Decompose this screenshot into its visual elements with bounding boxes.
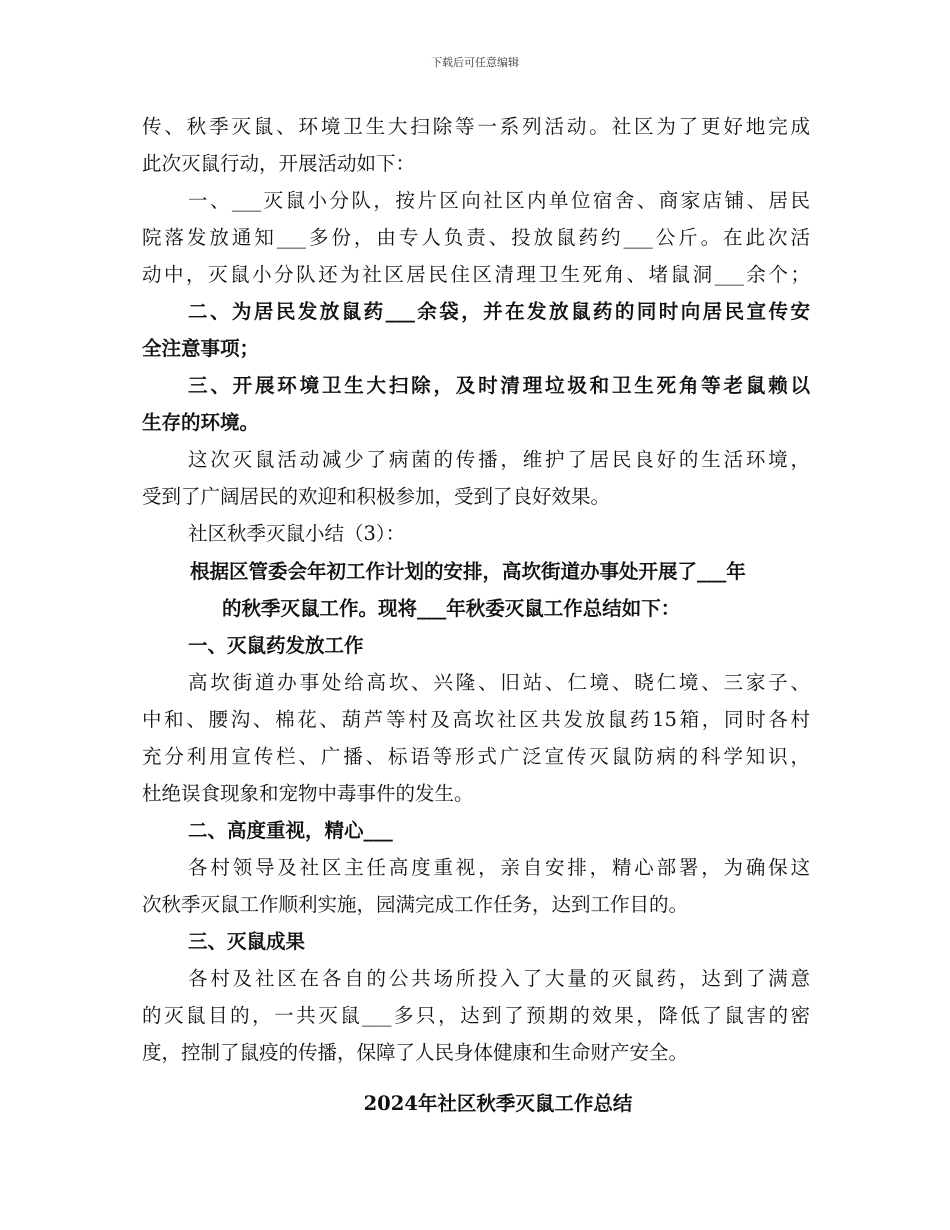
section-heading: 一、灭鼠药发放工作	[188, 634, 364, 657]
paragraph-line: 动中，灭鼠小分队还为社区居民住区清理卫生死角、堵鼠洞___余个；	[142, 263, 810, 286]
paragraph-line: 高坎街道办事处给高坎、兴隆、旧站、仁境、晓仁境、三家子、	[188, 671, 810, 694]
paragraph-line: 杜绝误食现象和宠物中毒事件的发生。	[142, 782, 474, 805]
paragraph-line: 院落发放通知___多份，由专人负责、投放鼠药约___公斤。在此次活	[142, 226, 810, 249]
bold-line: 二、为居民发放鼠药___余袋，并在发放鼠药的同时向居民宣传安	[188, 300, 810, 323]
paragraph-line: 的灭鼠目的，一共灭鼠___多只，达到了预期的效果，降低了鼠害的密	[142, 1004, 810, 1027]
paragraph-line: 充分利用宣传栏、广播、标语等形式广泛宣传灭鼠防病的科学知识，	[142, 745, 810, 768]
paragraph-line: 中和、腰沟、棉花、葫芦等村及高坎社区共发放鼠药15箱，同时各村	[142, 708, 810, 731]
paragraph-line: 一、___灭鼠小分队，按片区向社区内单位宿舍、商家店铺、居民	[188, 189, 810, 212]
paragraph-line: 受到了广阔居民的欢迎和积极参加，受到了良好效果。	[142, 485, 611, 508]
paragraph-line: 此次灭鼠行动，开展活动如下：	[142, 152, 416, 175]
section-subtitle: 社区秋季灭鼠小结（3）：	[188, 522, 406, 545]
intro-heading-line: 的秋季灭鼠工作。现将___年秋委灭鼠工作总结如下：	[222, 597, 681, 620]
bold-line: 三、开展环境卫生大扫除，及时清理垃圾和卫生死角等老鼠赖以	[188, 374, 810, 397]
paragraph-line: 传、秋季灭鼠、环境卫生大扫除等一系列活动。社区为了更好地完成	[142, 115, 810, 138]
paragraph-line: 次秋季灭鼠工作顺利实施，园满完成工作任务，达到工作目的。	[142, 893, 689, 916]
section-heading: 二、高度重视，精心___	[188, 819, 393, 842]
page-header: 下载后可任意编辑	[431, 56, 519, 69]
bold-line: 全注意事项；	[142, 337, 260, 360]
paragraph-line: 这次灭鼠活动减少了病菌的传播，维护了居民良好的生活环境，	[188, 448, 810, 471]
document-title: 2024年社区秋季灭鼠工作总结	[363, 1092, 633, 1115]
bold-line: 生存的环境。	[142, 411, 260, 434]
intro-heading-line: 根据区管委会年初工作计划的安排，高坎街道办事处开展了___年	[190, 560, 746, 583]
paragraph-line: 各村领导及社区主任高度重视，亲自安排，精心部署，为确保这	[188, 856, 810, 879]
paragraph-line: 各村及社区在各自的公共场所投入了大量的灭鼠药，达到了满意	[188, 967, 810, 990]
section-heading: 三、灭鼠成果	[188, 930, 306, 953]
paragraph-line: 度，控制了鼠疫的传播，保障了人民身体健康和生命财产安全。	[142, 1041, 689, 1064]
